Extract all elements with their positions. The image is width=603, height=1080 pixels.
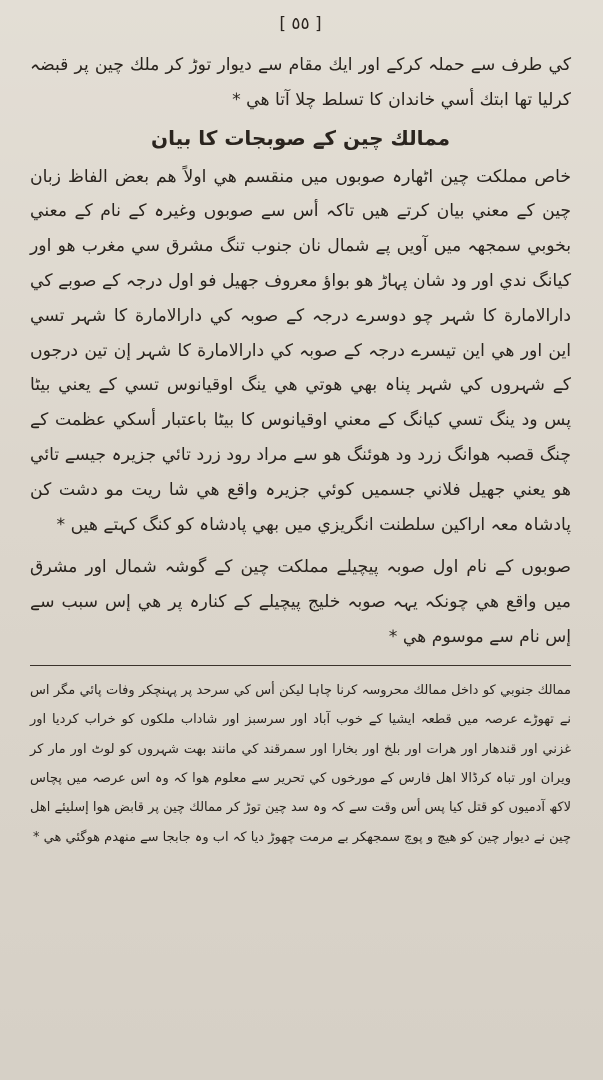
body-paragraph-1: خاص مملكت چين اٹھارہ صوبوں ميں منقسم هي اولاً هم بعض الفاظ زبان چين كے معني بيان كرتے هيں تاكہ أس سے صوبوں وغيرہ كے نام كے معني بخوبي سمجھہ ميں آويں پے شمال نان جنوب تنگ مشرق سي مغرب هو اور كيانگ ندي اور ود شان پہاڑ هو بواؤ معروف جھيل فو اول درجہ كے صوبے كي دارالامارة كا شہر چو دوسرے درجہ كے صوبہ كي دارالامارة كا شہر تسي اين اور هي اين تيسرے درجہ كے صوبہ كي دارالامارة كا شہر إن تين درجوں كے شہروں كي شہر پناہ بھي هوتي هي ينگ اوقيانوس تسي كے يعني بيٹا پس ود ينگ تسي كيانگ كے معني اوقيانوس كا بيٹا باعتبار أسكي عظمت كے چنگ قصبہ هوانگ زرد ود هوئنگ هو سے مراد رود زرد تائي جزيرہ جيسے تائي هو يعني جھيل فلاني جسميں كوئي جزيرہ واقع هي شا ريت مو دشت كن پادشاہ معہ اراكين سلطنت انگريزي ميں بھي پادشاہ كو كنگ كہتے هيں *	[30, 166, 571, 535]
main-text	[30, 48, 571, 655]
section-heading: ممالك چين كے صوبجات كا بيان	[151, 125, 450, 150]
body-paragraph-2: صوبوں كے نام اول صوبہ پيچيلے مملكت چين كے گوشہ شمال اور مشرق ميں واقع هي چونكہ يہہ صوبہ خليج پيچيلے كے كنارہ پر هي إس سبب سے إس نام سے موسوم هي *	[30, 557, 571, 647]
footnote-divider	[30, 665, 571, 666]
intro-paragraph: كي طرف سے حملہ كركے اور ايك مقام سے ديوار توڑ كر ملك چين پر قبضہ كرليا تھا ابتك أسي خاندان كا تسلط چلا آتا هي *	[30, 55, 571, 110]
paragraph-gap	[30, 542, 571, 550]
page-number: [ ٥٥ ]	[279, 14, 322, 34]
footnote-paragraph: ممالك جنوبي كو داخل ممالك محروسہ كرنا چاہا ليكن أس كي سرحد پر پہنچكر وفات پائي مگر اس نے تھوڑے عرصہ ميں قطعہ ايشيا كے خوب آباد اور سرسبز اور شاداب ملكوں كو خراب كرديا اور غزني اور قندھار اور هرات اور بلخ اور بخارا اور سمرقند كي مانند بھت شہروں كو لوٹ اور مار كر ويران اور تباہ كرڈالا اهل فارس كے مورخوں كي تحرير سے معلوم هوا كہ وہ اس عرصہ ميں پچاس لاكھ آدميوں كو قتل كيا پس أس وقت سے كہ وہ سد چين توڑ كر ممالك چين پر قابض هوا إسليئے اهل چين نے ديوار چين كو هيچ و پوچ سمجھكر بے مرمت چھوڑ ديا كہ اب وہ جابجا سے منهدم هوگئي هي *	[30, 682, 571, 845]
